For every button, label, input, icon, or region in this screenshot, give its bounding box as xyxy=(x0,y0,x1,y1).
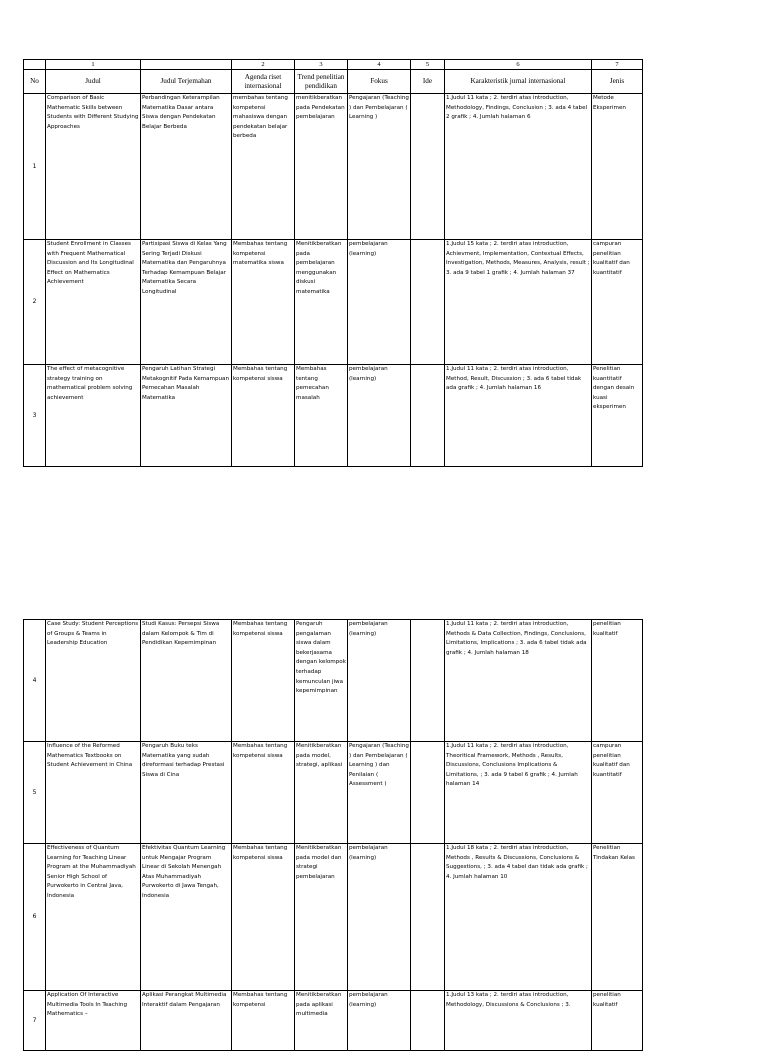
cell-jenis: Metode Eksperimen xyxy=(592,94,643,240)
cell-fokus: pembelajaran (learning) xyxy=(348,365,411,467)
cell-judul: Comparison of Basic Mathematic Skills between Students with Different Studying Approaches xyxy=(46,94,141,240)
header-trend-penelitian: Trend penelitian pendidikan xyxy=(295,70,348,94)
header-fokus: Fokus xyxy=(348,70,411,94)
cell-judul-terjemahan: Perbandingan Keterampilan Matematika Dasar antara Siswa dengan Pendekatan Belajar Berbeda xyxy=(141,94,232,240)
cell-trend: Menitikberatkan pada model dan strategi pembelajaran xyxy=(295,844,348,991)
cell-fokus: pembelajaran (learning) xyxy=(348,844,411,991)
header-number-cell: 3 xyxy=(295,60,348,70)
cell-agenda: Membahas tentang kompetensi siswa xyxy=(232,742,295,844)
cell-jenis: campuran penelitian kualitatif dan kuantitatif xyxy=(592,742,643,844)
cell-ide xyxy=(411,991,445,1051)
row-number: 1 xyxy=(24,94,46,240)
header-number-row xyxy=(24,60,643,70)
row-number: 2 xyxy=(24,240,46,365)
header-karakteristik: Karakteristik jurnal internasional xyxy=(445,70,592,94)
row-number: 4 xyxy=(24,620,46,742)
cell-ide xyxy=(411,620,445,742)
header-number-cell: 6 xyxy=(445,60,592,70)
table-row xyxy=(24,991,643,1051)
cell-ide xyxy=(411,365,445,467)
cell-karakteristik: 1.Judul 11 kata ; 2. terdiri atas introduction, Theoritical Framework, Methods , Results, Discussions, Conclusions Implications & Limitations, ; 3. ada 9 tabel 6 grafik ; 4. Jumlah halaman 14 xyxy=(445,742,592,844)
header-number-cell: 5 xyxy=(411,60,445,70)
cell-jenis: penelitian kualitatif xyxy=(592,991,643,1051)
cell-jenis: campuran penelitian kualitatif dan kuantitatif xyxy=(592,240,643,365)
table-row xyxy=(24,94,643,240)
table-row xyxy=(24,620,643,742)
cell-karakteristik: 1.Judul 11 kata ; 2. terdiri atas introduction, Methods & Data Collection, Findings, Conclusions, Limitations, Implications ; 3. ada 6 tabel tidak ada grafik ; 4. Jumlah halaman 18 xyxy=(445,620,592,742)
header-number-cell: 1 xyxy=(46,60,141,70)
header-jenis: Jenis xyxy=(592,70,643,94)
cell-agenda: Membahas tentang kompetensi matematika siswa xyxy=(232,240,295,365)
cell-karakteristik: 1.Judul 18 kata ; 2. terdiri atas introduction, Methods , Results & Discussions, Conclusions & Suggestions, ; 3. ada 4 tabel dan tidak ada grafik ; 4. Jumlah halaman 10 xyxy=(445,844,592,991)
cell-ide xyxy=(411,94,445,240)
cell-jenis: penelitian kualitatif xyxy=(592,620,643,742)
table-row xyxy=(24,742,643,844)
header-no: No xyxy=(24,70,46,94)
cell-trend: Menitikberatkan pada model, strategi, aplikasi xyxy=(295,742,348,844)
cell-fokus: Pengajaran (Teaching ) dan Pembelajaran ( Learning ) xyxy=(348,94,411,240)
header-judul-terjemahan: Judul Terjemahan xyxy=(141,70,232,94)
header-number-cell: 2 xyxy=(232,60,295,70)
journal-table-part-1 xyxy=(23,59,643,467)
cell-judul-terjemahan: Partisipasi Siswa di Kelas Yang Sering Terjadi Diskusi Matematika dan Pengaruhnya Terhadap Kemampuan Belajar Matematika Secara Longitudinal xyxy=(141,240,232,365)
cell-judul: Influence of the Reformed Mathematics Textbooks on Student Achievement in China xyxy=(46,742,141,844)
cell-trend: Membahas tentang pemecahan masalah xyxy=(295,365,348,467)
cell-karakteristik: 1.Judul 11 kata ; 2. terdiri atas introduction, Method, Result, Discussion ; 3. ada 6 tabel tidak ada grafik ; 4. Jumlah halaman 16 xyxy=(445,365,592,467)
cell-judul: Case Study: Student Perceptions of Groups & Teams in Leadership Education xyxy=(46,620,141,742)
table-row xyxy=(24,844,643,991)
header-number-cell: 4 xyxy=(348,60,411,70)
cell-ide xyxy=(411,844,445,991)
cell-trend: Menitikberatkan pada pembelajaran menggunakan diskusi matematika xyxy=(295,240,348,365)
row-number: 7 xyxy=(24,991,46,1051)
row-number: 3 xyxy=(24,365,46,467)
cell-judul: Effectiveness of Quantum Learning for Teaching Linear Program at the Muhammadiyah Senior High School of Purwokerto in Central Java, Indonesia xyxy=(46,844,141,991)
cell-agenda: Membahas tentang kompetensi siswa xyxy=(232,365,295,467)
cell-agenda: membahas tentang kompetensi mahasiswa dengan pendekatan belajar berbeda xyxy=(232,94,295,240)
cell-agenda: Membahas tentang kompetensi xyxy=(232,991,295,1051)
cell-fokus: pembelajaran (learning) xyxy=(348,991,411,1051)
header-row xyxy=(24,70,643,94)
header-number-cell: 7 xyxy=(592,60,643,70)
cell-judul-terjemahan: Pengaruh Buku teks Matematika yang sudah direformasi terhadap Prestasi Siswa di Cina xyxy=(141,742,232,844)
cell-agenda: Membahas tentang kompetensi siswa xyxy=(232,620,295,742)
row-number: 5 xyxy=(24,742,46,844)
cell-judul-terjemahan: Aplikasi Perangkat Multimedia Interaktif dalam Pengajaran xyxy=(141,991,232,1051)
cell-karakteristik: 1.Judul 11 kata ; 2. terdiri atas introduction, Methodology, Findings, Conclusion ; 3. ada 4 tabel 2 grafik ; 4. Jumlah halaman 6 xyxy=(445,94,592,240)
cell-judul-terjemahan: Studi Kasus: Persepsi Siswa dalam Kelompok & Tim di Pendidikan Kepemimpinan xyxy=(141,620,232,742)
cell-ide xyxy=(411,240,445,365)
cell-judul-terjemahan: Efektivitas Quantum Learning untuk Mengajar Program Linear di Sekolah Menengah Atas Muhammadiyah Purwokerto di Jawa Tengah, Indonesia xyxy=(141,844,232,991)
cell-agenda: Membahas tentang kompetensi siswa xyxy=(232,844,295,991)
journal-table-part-2 xyxy=(23,619,643,1051)
cell-judul-terjemahan: Pengaruh Latihan Strategi Metakognitif Pada Kemampuan Pemecahan Masalah Matematika xyxy=(141,365,232,467)
cell-karakteristik: 1.Judul 13 kata ; 2. terdiri atas introduction, Methodology, Discussions & Conclusions ; 3. xyxy=(445,991,592,1051)
cell-fokus: pembelajaran (learning) xyxy=(348,620,411,742)
cell-fokus: Pengajaran (Teaching ) dan Pembelajaran ( Learning ) dan Penilaian ( Assessment ) xyxy=(348,742,411,844)
header-number-cell-blank xyxy=(141,60,232,70)
cell-jenis: Penelitian Tindakan Kelas xyxy=(592,844,643,991)
header-number-cell-blank xyxy=(24,60,46,70)
cell-trend: Pengaruh pengalaman siswa dalam bekerjasama dengan kelompok terhadap kemunculan jiwa kepemimpinan xyxy=(295,620,348,742)
cell-judul: Application Of Interactive Multimedia Tools In Teaching Mathematics – xyxy=(46,991,141,1051)
cell-jenis: Penelitian kuantitatif dengan desain kuasi eksperimen xyxy=(592,365,643,467)
row-number: 6 xyxy=(24,844,46,991)
cell-trend: Menitikberatkan pada aplikasi multimedia xyxy=(295,991,348,1051)
cell-ide xyxy=(411,742,445,844)
cell-karakteristik: 1.Judul 15 kata ; 2. terdiri atas introduction, Achievment, Implementation, Contextual Effects, Investigation, Methods, Measures, Analysis, result ; 3. ada 9 tabel 1 grafik ; 4. Jumlah halaman 37 xyxy=(445,240,592,365)
cell-trend: menitikberatkan pada Pendekatan pembelajaran xyxy=(295,94,348,240)
header-agenda-riset: Agenda riset internasional xyxy=(232,70,295,94)
header-ide: Ide xyxy=(411,70,445,94)
table-row xyxy=(24,240,643,365)
header-judul: Judul xyxy=(46,70,141,94)
cell-judul: Student Enrollment in Classes with Frequent Mathematical Discussion and Its Longitudinal Effect on Mathematics Achievement xyxy=(46,240,141,365)
cell-judul: The effect of metacognitive strategy training on mathematical problem solving achievement xyxy=(46,365,141,467)
table-row xyxy=(24,365,643,467)
cell-fokus: pembelajaran (learning) xyxy=(348,240,411,365)
